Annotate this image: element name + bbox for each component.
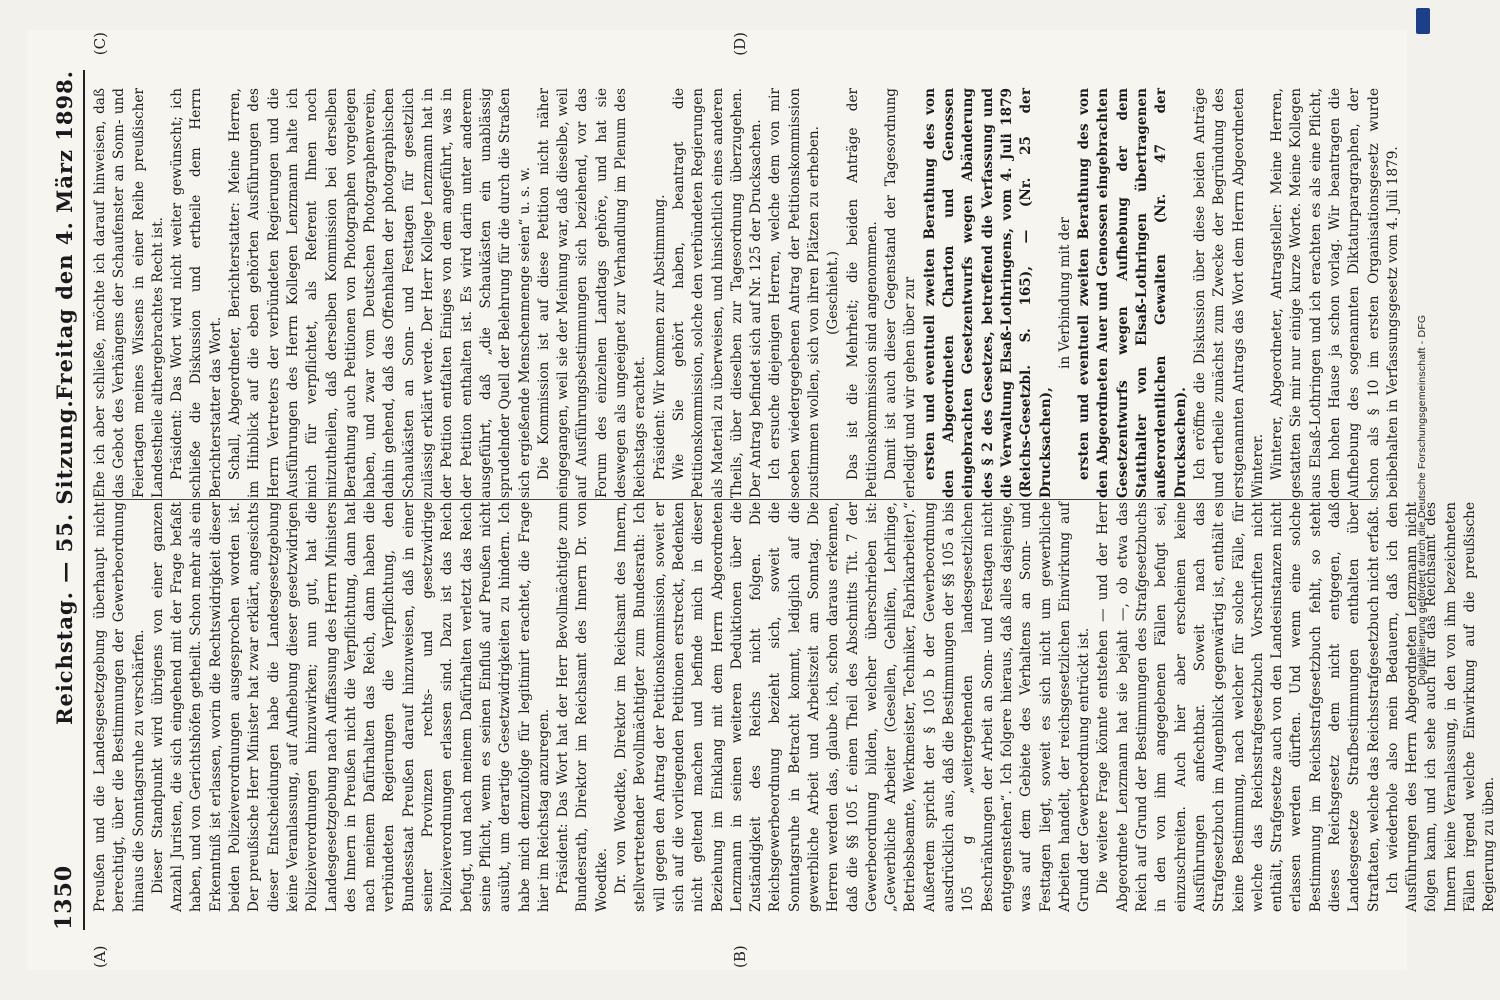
paragraph: Präsident: Wir kommen zur Abstimmung. bbox=[651, 194, 668, 480]
left-column bbox=[91, 502, 1498, 912]
paragraph: Präsident: Das Wort hat der Herr Bevollmächtigte zum Bundesrath, Direktor im Reichsamt des Innern Dr. von Woedtke. bbox=[555, 502, 610, 912]
paragraph: (Geschieht.) bbox=[825, 251, 842, 335]
agenda-item: ersten und eventuell zweiten Berathung des von den Abgeordneten Charton und Genossen eingebrachten Gesetzentwurfs wegen Abänderung des § 2 des Gesetzes, betreffend die Verfassung und die Verwaltung Elsaß-Lothringens, vom 4. Juli 1879 (Reichs-Gesetzbl. S. 165), — (Nr. 25 der Drucksachen), bbox=[921, 88, 1054, 498]
paragraph: Schall, Abgeordneter, Berichterstatter: Meine Herren, im Hinblick auf die eben gehörten Ausführungen des Herrn Vertreters der verbündeten Regierungen und die Ausführungen des Herrn Kollegen Lenzmann halte ich mich für verpflichtet, als Referent Ihnen noch mitzutheilen, daß derselben Kommission bei derselben Berathung auch Petitionen von Photographen vorgelegen haben, und zwar vom Deutschen Photographenverein, dahin gehend, daß das Offenhalten der photographischen Schaukästen an Sonn- und Festtagen für gesetzlich zulässig erklärt werde. Der Herr Kollege Lenzmann hat in der Petition entfalten Einiges von dem angeführt, was in der Petition enthalten ist. Es wird darin unter anderem ausgeführt, daß „die Schaukästen ein unablässig sprudelnder Quell der Belehrung für die durch die Straßen sich ergießende Menschenmenge seien“ u. s. w. bbox=[227, 88, 533, 498]
margin-marker-c: (C) bbox=[91, 32, 109, 56]
running-head bbox=[49, 70, 85, 930]
digitization-credit bbox=[1414, 18, 1430, 982]
paragraph: Präsident: Das Wort wird nicht weiter gewünscht; ich schließe die Diskussion und ertheile dem Herrn Berichterstatter das Wort. bbox=[169, 88, 224, 498]
credit-text: Digitalisierung gefördert durch die Deutsche Forschungsgemeinschaft - DFG bbox=[1416, 314, 1428, 686]
paragraph: Preußen und die Landesgesetzgebung überhaupt nicht berechtigt, über die Bestimmungen der Gewerbeordnung hinaus die Sonntagsruhe zu verschärfen. bbox=[92, 502, 147, 912]
margin-marker-a: (A) bbox=[91, 945, 109, 968]
paragraph: Die Kommission ist auf diese Petition nicht näher eingegangen, weil sie der Meinung war, daß dieselbe, weil auf Ausführungsbestimmungen sich beziehend, vor das Forum des einzelnen Landtags gehöre, und hat sie deswegen als ungeeignet zur Verhandlung im Plenum des Reichstags erachtet. bbox=[535, 88, 649, 498]
paragraph: Ich wiederhole also mein Bedauern, daß ich den Ausführungen des Herrn Abgeordneten Lenzmann nicht folgen kann, und ich sehe auch für das Reichsamt des Innern keine Veranlassung, in den von ihm bezeichneten Fällen irgend welche Einwirkung auf die preußische Regierung zu üben. bbox=[1384, 502, 1498, 912]
column-divider bbox=[95, 499, 1377, 500]
margin-marker-b: (B) bbox=[731, 945, 749, 968]
paragraph: Wie Sie gehört haben, beantragt die Petitionskommission, solche den verbündeten Regierungen als Material zu überweisen, und hinsichtlich eines anderen Theils, über dieselben zur Tagesordnung überzugehen. Der Antrag befindet sich auf Nr. 125 der Drucksachen. bbox=[670, 88, 765, 498]
paragraph: Dieser Standpunkt wird übrigens von einer ganzen Anzahl Juristen, die sich eingehend mit der Frage befaßt haben, und von Gerichtshöfen getheilt. Schon mehr als ein Erkenntniß ist erlassen, worin die Rechtswidrigkeit dieser beiden Polizeiverordnungen ausgesprochen worden ist. Der preußische Herr Minister hat zwar erklärt, angesichts dieser Entscheidungen habe die Landesgesetzgebung keine Veranlassung, auf Aufhebung dieser gesetzwidrigen Polizeiverordnungen hinzuwirken; nun gut, hat die Landesgesetzgebung nach Auffassung des Herrn Ministers des Innern in Preußen nicht die Verpflichtung, dann hat nach meinem Dafürhalten das Reich, dann haben die verbündeten Regierungen die Verpflichtung, den Bundesstaat Preußen darauf hinzuweisen, daß in einer seiner Provinzen rechts- und gesetzwidrige Polizeiverordnungen erlassen sind. Dazu ist das Reich befugt, und nach meinem Dafürhalten verletzt das Reich seine Pflicht, wenn es seinen Einfluß auf Preußen nicht ausübt, um derartige Gesetzwidrigkeiten zu hindern. Ich habe mich demzufolge für legitimirt erachtet, die Frage hier im Reichstag anzuregen. bbox=[149, 502, 552, 912]
header-date: Freitag den 4. März 1898. bbox=[52, 70, 77, 401]
paragraph: Die weitere Frage könnte entstehen — und der Herr Abgeordnete Lenzmann hat sie bejaht —, ob etwa das Reich auf Grund der Bestimmungen des Strafgesetzbuchs in den von ihm angegebenen Fällen befugt sei, einzuschreiten. Auch hier aber erscheinen keine Ausführungen anfechtbar. Soweit nach das Strafgesetzbuch im Augenblick gegenwärtig ist, enthält es keine Bestimmung, nach welcher für solche Fälle, für welche das Reichsstrafgesetzbuch Vorschriften nicht enthält, Strafgesetze auch von den Landesinstanzen nicht erlassen werden dürften. Und wenn eine solche Bestimmung im Reichsstrafgesetzbuch fehlt, so steht dieses Reichsgesetz dem nicht entgegen, daß Landesgesetze Strafbestimmungen enthalten über Straftaten, welche das Reichsstrafgesetzbuch nicht erfaßt. bbox=[1095, 502, 1382, 912]
page-number: 1350 bbox=[51, 864, 77, 930]
paragraph: Ehe ich aber schließe, möchte ich darauf hinweisen, daß das Gebot des Verhängens der Schaufenster an Sonn- und Feiertagen meines Wissens in einer Reihe preußischer Landestheile althergebrachtes Recht ist. bbox=[92, 88, 166, 498]
paragraph: Dr. von Woedtke, Direktor im Reichsamt des Innern, stellvertretender Bevollmächtigter zum Bundesrath: Ich will gegen den Antrag der Petitionskommission, soweit er sich auf die vorliegenden Petitionen erstreckt, Bedenken nicht geltend machen und befinde mich in dieser Beziehung im Einklang mit dem Herrn Abgeordneten Lenzmann in seinen weiteren Deduktionen über die Zuständigkeit des Reichs nicht folgen. Die Reichsgewerbeordnung bezieht sich, soweit die Sonntagsruhe in Betracht kommt, lediglich auf die gewerbliche Arbeit und Arbeitszeit am Sonntag. Die Herren werden das, glaube ich, schon daraus erkennen, daß die §§ 105 f. einen Theil des Abschnitts Tit. 7 der Gewerbeordnung bilden, welcher überschrieben ist: „Gewerbliche Arbeiter (Gesellen, Gehilfen, Lehrlinge, Betriebsbeamte, Werkmeister, Techniker, Fabrikarbeiter).“ Außerdem spricht der § 105 b der Gewerbeordnung ausdrücklich aus, daß die Bestimmungen der §§ 105 a bis 105 g „weitergehenden landesgesetzlichen Beschränkungen der Arbeit an Sonn- und Festtagen nicht entgegenstehen“. Ich folgere hieraus, daß alles dasjenige, was auf dem Gebiete des Verhaltens an Sonn- und Festtagen liegt, soweit es sich nicht um gewerbliche Arbeiten handelt, der reichsgesetzlichen Einwirkung auf Grund der Gewerbeordnung entrückt ist. bbox=[613, 502, 1093, 912]
paragraph: Ich ersuche diejenigen Herren, welche dem von mir soeben wiedergegebenen Antrag der Petitionskommission zustimmen wollen, sich von ihren Plätzen zu erheben. bbox=[767, 88, 822, 498]
paragraph: Das ist die Mehrheit; die beiden Anträge der Petitionskommission sind angenommen. bbox=[844, 88, 880, 498]
paragraph: Ich eröffne die Diskussion über diese beiden Anträge und ertheile zunächst zum Zwecke der Begründung des erstgenannten Antrags das Wort dem Herrn Abgeordneten Winterer. bbox=[1191, 88, 1266, 498]
margin-marker-d: (D) bbox=[731, 32, 749, 56]
right-column bbox=[91, 88, 1401, 498]
agenda-item: ersten und eventuell zweiten Berathung des von den Abgeordneten Auer und Genossen eingebrachten Gesetzentwurfs wegen Aufhebung der dem Statthalter von Elsaß-Lothringen übertragenen außerordentlichen Gewalten (Nr. 47 der Drucksachen). bbox=[1076, 88, 1189, 498]
paragraph: Winterer, Abgeordneter, Antragsteller: Meine Herren, gestatten Sie mir nur einige kurze Worte. Meine Kollegen aus Elsaß-Lothringen und ich erachten es als eine Pflicht, dem hohen Hause ja schon vorlag. Wir beantragen die Aufhebung des sogenannten Diktaturparagraphen, der schon als § 10 im ersten Organisationsgesetz wurde beibehalten in Verfassungsgesetz vom 4. Juli 1879. bbox=[1269, 88, 1401, 498]
paragraph: in Verbindung mit der bbox=[1056, 217, 1073, 369]
paragraph: Damit ist auch dieser Gegenstand der Tagesordnung erledigt und wir gehen über zur bbox=[883, 88, 919, 498]
header-session-title: Reichstag. — 55. Sitzung. bbox=[52, 399, 77, 725]
